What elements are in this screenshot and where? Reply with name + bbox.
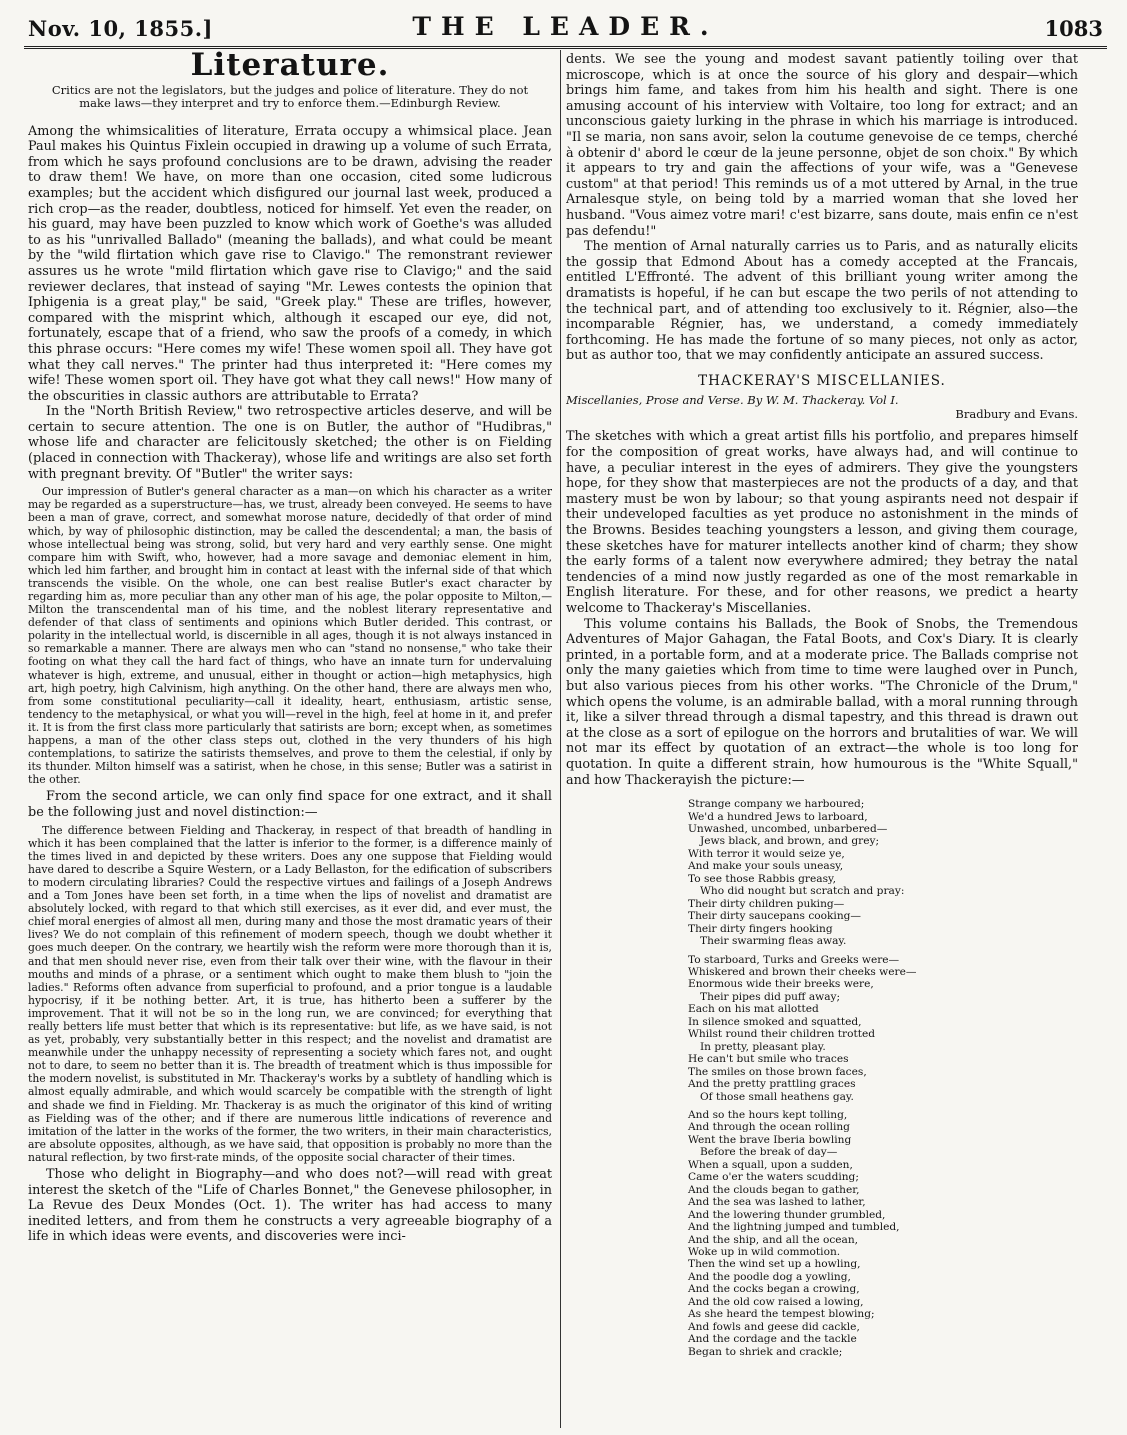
- page-number: 1083: [1044, 16, 1103, 41]
- poem-line: Who did nought but scratch and pray:: [700, 885, 905, 898]
- quotation-text: The difference between Fielding and Thackeray, in respect of that breadth of handling in which it has been complained that the latter is inferior to the former, is a difference mainly of the times lived in and depicted by these writers. Does any one suppose that Fielding would have dared to describe a Squire Western, or a Lady Bellaston, for the edification of subscribers to modern circulating libraries? Could the respective virtues and failings of a Joseph Andrews and a Tom Jones have been set forth, in a time when the lips of novelist and dramatist are absolutely locked, with regard to that which still exercises, as it ever did, and ever must, the chief moral energies of almost all men, during many and those the most dramatic years of their lives? We do not complain of this refinement of modern speech, though we doubt whether it goes much deeper. On the contrary, we heartily wish the reform were more thorough than it is, and that men should never rise, even from their talk over their wine, with the flavour in their mouths and minds of a phrase, or a sentiment which ought to make them blush to "join the ladies." Reforms often advance from superficial to profound, and a prior tongue is a laudable hypocrisy, if it be nothing better. Art, it is true, has hitherto been a sufferer by the improvement. That it will not be so in the long run, we are convinced; for everything that really betters life must better that which is its representative: but life, as we have said, is not as yet, probably, very substantially better in this respect; and the novelist and dramatist are meanwhile under the unhappy necessity of representing a society which fares not, and ought not to dare, to seem no better than it is. The breadth of treatment which is thus impossible for the modern novelist, is substituted in Mr. Thackeray's works by a subtlety of handling which is almost equally admirable, and which would scarcely be compatible with the strength of light and shade we find in Fielding. Mr. Thackeray is as much the originator of this kind of writing as Fielding was of the other; and if there are numerous little indications of reverence and imitation of the latter in the works of the former, the two writers, in their main characteristics, are absolute opposites, although, as we have said, that opposition is probably no more than the natural reflection, by two first-rate minds, of the opposite social character of their times.: [28, 823, 552, 1164]
- body-paragraph: The mention of Arnal naturally carries us to Paris, and as naturally elicits the gossip that Edmond About has a comedy accepted at the Francais, entitled L'Effronté. The advent of this brilliant young writer among the dramatists is hopeful, if he can but escape the two perils of not attending to the technical part, and of attending too exclusively to it. Régnier, also—the incomparable Régnier, has, we understand, a comedy immediately forthcoming. He has made the fortune of so many pieces, not only as actor, but as author too, that we may confidently anticipate an assured success.: [566, 239, 1078, 364]
- section-title: Literature.: [190, 50, 390, 83]
- newspaper-title: THE LEADER.: [412, 12, 719, 41]
- body-paragraph: dents. We see the young and modest savant patiently toiling over that microscope, which is at once the source of his glory and despair—which brings him fame, and takes from him his health and sight. There is one amusing account of his interview with Voltaire, too long for extract; and an unconscious gaiety lurking in the phrase in which his marriage is introduced. "Il se maria, non sans avoir, selon la coutume genevoise de ce temps, cherché à obtenir d' abord le cœur de la jeune personne, objet de son choix." By which it appears to try and gain the affections of your wife, was a "Genevese custom" at that period! This reminds us of a mot uttered by Arnal, in the true Arnalesque style, on being told by a married woman that she loved her husband. "Vous aimez votre mari! c'est bizarre, sans doute, mais enfin ce n'est pas defendu!": [566, 52, 1078, 239]
- poem-line: Their dirty saucepans cooking—: [688, 910, 862, 923]
- poem-line: To starboard, Turks and Greeks were—: [688, 953, 900, 966]
- poem-line: When a squall, upon a sudden,: [688, 1158, 853, 1171]
- poem-line: And make your souls uneasy,: [688, 860, 844, 873]
- poem-line: And the cordage and the tackle: [688, 1333, 857, 1346]
- quotation-butler: [28, 485, 552, 786]
- poem-line: The smiles on those brown faces,: [688, 1065, 867, 1078]
- body-paragraph: Among the whimsicalities of literature, Errata occupy a whimsical place. Jean Paul makes his Quintus Fixlein occupied in drawing up a volume of such Errata, from which he says profound conclusions are to be drawn, advising the reader to draw them! We have, on more than one occasion, cited some ludicrous examples; but the accident which disfigured our journal last week, produced a rich crop—as the reader, doubtless, noticed for himself. Yet even the reader, on his guard, may have been puzzled to know which work of Goethe's was alluded to as his "unrivalled Ballado" (meaning the ballads), and what could be meant by the "wild flirtation which gave rise to Clavigo." The remonstrant reviewer assures us he wrote "mild flirtation which gave rise to Clavigo;" and the said reviewer declares, that instead of saying "Mr. Lewes contests the opinion that Iphigenia is a great play," be said, "Greek play." These are trifles, however, compared with the misprint which, although it escaped our eye, did not, fortunately, escape that of a friend, who saw the proofs of a comedy, in which this phrase occurs: "Here comes my wife! These women spoil all. They have got what they call nerves." The printer had thus interpreted it: "Here comes my wife! These women sport oil. They have got what they call news!" How many of the obscurities in classic authors are attributable to Errata?: [28, 123, 552, 404]
- poem-line: To see those Rabbis greasy,: [688, 872, 836, 885]
- masthead: [22, 6, 1109, 44]
- poem-line: Their dirty fingers hooking: [688, 922, 833, 935]
- poem-stanza: [688, 798, 1078, 947]
- poem-line: And the cocks began a crowing,: [688, 1283, 860, 1296]
- poem-line: Of those small heathens gay.: [700, 1090, 854, 1103]
- poem-line: And the lightning jumped and tumbled,: [688, 1221, 900, 1234]
- poem-line: And through the ocean rolling: [688, 1121, 850, 1134]
- poem-stanza: [688, 1109, 1078, 1358]
- review-publisher: Bradbury and Evans.: [955, 407, 1078, 422]
- body-paragraph: From the second article, we can only find space for one extract, and it shall be the following just and novel distinction:—: [28, 789, 552, 820]
- review-heading: THACKERAY'S MISCELLANIES.: [698, 372, 946, 389]
- poem-line: With terror it would seize ye,: [688, 847, 845, 860]
- review-subtitle: Miscellanies, Prose and Verse. By W. M. Thackeray. Vol I.: [566, 393, 899, 408]
- poem-line: Enormous wide their breeks were,: [688, 978, 874, 991]
- poem-line: Began to shriek and crackle;: [688, 1345, 843, 1358]
- poem-line: And the lowering thunder grumbled,: [688, 1208, 886, 1221]
- quotation-fielding: [28, 824, 552, 1164]
- poem-line: And the ship, and all the ocean,: [688, 1233, 859, 1246]
- body-paragraph: In the "North British Review," two retrospective articles deserve, and will be certain to secure attention. The one is on Butler, the author of "Hudibras," whose life and character are felicitously sketched; the other is on Fielding (placed in connection with Thackeray), whose life and writings are also set forth with pregnant brevity. Of "Butler" the writer says:: [28, 404, 552, 482]
- left-column: [28, 50, 552, 1435]
- poem-line: Whiskered and brown their cheeks were—: [688, 966, 917, 979]
- poem-excerpt: [688, 798, 1078, 1358]
- poem-line: Each on his mat allotted: [688, 1003, 819, 1016]
- poem-line: And the poodle dog a yowling,: [688, 1270, 851, 1283]
- poem-line: Then the wind set up a howling,: [688, 1258, 861, 1271]
- poem-line: And the pretty prattling graces: [688, 1078, 856, 1091]
- body-paragraph: Those who delight in Biography—and who does not?—will read with great interest the sketch of the "Life of Charles Bonnet," the Genevese philosopher, in La Revue des Deux Mondes (Oct. 1). The writer has had access to many inedited letters, and from them he constructs a very agreeable biography of a life in which ideas were events, and discoveries were inci-: [28, 1167, 552, 1245]
- poem-line: Came o'er the waters scudding;: [688, 1171, 859, 1184]
- poem-line: Went the brave Iberia bowling: [688, 1133, 852, 1146]
- poem-line: Woke up in wild commotion.: [688, 1245, 841, 1258]
- body-paragraph: This volume contains his Ballads, the Book of Snobs, the Tremendous Adventures of Major Gahagan, the Fatal Boots, and Cox's Diary. It is clearly printed, in a portable form, and at a moderate price. The Ballads comprise not only the many gaieties which from time to time were laughed over in Punch, but also various pieces from his other works. "The Chronicle of the Drum," which opens the volume, is an admirable ballad, with a moral running through it, like a silver thread through a dismal tapestry, and this thread is drawn out at the close as a sort of epilogue on the horrors and brutalities of war. We will not mar its effect by quotation of an extract—the whole is too long for quotation. In quite a different strain, how humourous is the "White Squall," and how Thackerayish the picture:—: [566, 616, 1078, 788]
- poem-line: Whilst round their children trotted: [688, 1028, 876, 1041]
- poem-line: In pretty, pleasant play.: [700, 1040, 826, 1053]
- poem-line: And fowls and geese did cackle,: [688, 1320, 860, 1333]
- poem-line: And the old cow raised a lowing,: [688, 1295, 864, 1308]
- poem-line: Jews black, and brown, and grey;: [700, 835, 880, 848]
- column-divider: [560, 50, 561, 1428]
- poem-stanza: [688, 954, 1078, 1103]
- poem-line: Their swarming fleas away.: [700, 935, 847, 948]
- poem-line: Their dirty children puking—: [688, 897, 845, 910]
- right-column: [566, 52, 1078, 1435]
- quotation-text: Our impression of Butler's general character as a man—on which his character as a writer may be regarded as a superstructure—has, we trust, already been conveyed. He seems to have been a man of grave, correct, and somewhat morose nature, decidedly of that order of mind which, by way of philosophic distinction, may be called the descendental; a man, the basis of whose intellectual being was strong, solid, but very hard and very earthly sense. One might compare him with Swift, who, however, had a more savage and demoniac element in him, which led him farther, and brought him in contact at least with the infernal side of that which transcends the visible. On the whole, one can best realise Butler's exact character by regarding him as, more peculiar than any other man of his age, the polar opposite to Milton,—Milton the transcendental man of his time, and the noblest literary representative and defender of that class of sentiments and opinions which Butler derided. This contrast, or polarity in the intellectual world, is discernible in all ages, though it is not always instanced in so remarkable a manner. There are always men who can "stand no nonsense," who take their footing on what they call the hard fact of things, who have an innate turn for undervaluing whatever is high, extreme, and unusual, either in thought or action—high metaphysics, high art, high poetry, high Calvinism, high anything. On the other hand, there are always men who, from some constitutional peculiarity—call it ideality, heart, enthusiasm, artistic sense, tendency to the metaphysical, or what you will—revel in the high, feel at home in it, and prefer it. It is from the first class more particularly that satirists are born; except when, as sometimes happens, a man of the other class steps out, clothed in the very thunders of his high contemplations, to satirize the satirists themselves, and prove to them the celestial, if only by its thunder. Milton himself was a satirist, when he chose, in this sense; Butler was a satirist in the other.: [28, 485, 552, 787]
- poem-line: Strange company we harboured;: [688, 798, 865, 811]
- poem-line: As she heard the tempest blowing;: [688, 1308, 875, 1321]
- issue-date: Nov. 10, 1855.]: [28, 16, 213, 41]
- poem-line: Unwashed, uncombed, unbarbered—: [688, 823, 888, 836]
- review-citation: [566, 393, 1078, 421]
- poem-line: Their pipes did puff away;: [700, 990, 841, 1003]
- poem-line: And so the hours kept tolling,: [688, 1109, 848, 1121]
- poem-line: In silence smoked and squatted,: [688, 1015, 862, 1028]
- poem-line: We'd a hundred Jews to larboard,: [688, 810, 868, 823]
- epigraph: Critics are not the legislators, but the judges and police of literature. They do not make laws—they interpret and try to enforce them.—Edinburgh Review.: [51, 82, 529, 110]
- body-paragraph: The sketches with which a great artist fills his portfolio, and prepares himself for the composition of great works, have always had, and will continue to have, a peculiar interest in the eyes of admirers. They give the youngsters hope, for they show that masterpieces are not the products of a day, and that mastery must be won by labour; so that young aspirants need not despair if their undeveloped faculties as yet produce no astonishment in the minds of the Browns. Besides teaching youngsters a lesson, and giving them courage, these sketches have for maturer intellects another kind of charm; they show the early forms of a talent now everywhere admired; they betray the natal tendencies of a mind now justly regarded as one of the most remarkable in English literature. For these, and for other reasons, we predict a hearty welcome to Thackeray's Miscellanies.: [566, 429, 1078, 616]
- poem-line: Before the break of day—: [700, 1146, 838, 1159]
- masthead-rule: [24, 46, 1107, 49]
- poem-line: And the sea was lashed to lather,: [688, 1196, 866, 1209]
- poem-line: He can't but smile who traces: [688, 1053, 849, 1066]
- poem-line: And the clouds began to gather,: [688, 1183, 860, 1196]
